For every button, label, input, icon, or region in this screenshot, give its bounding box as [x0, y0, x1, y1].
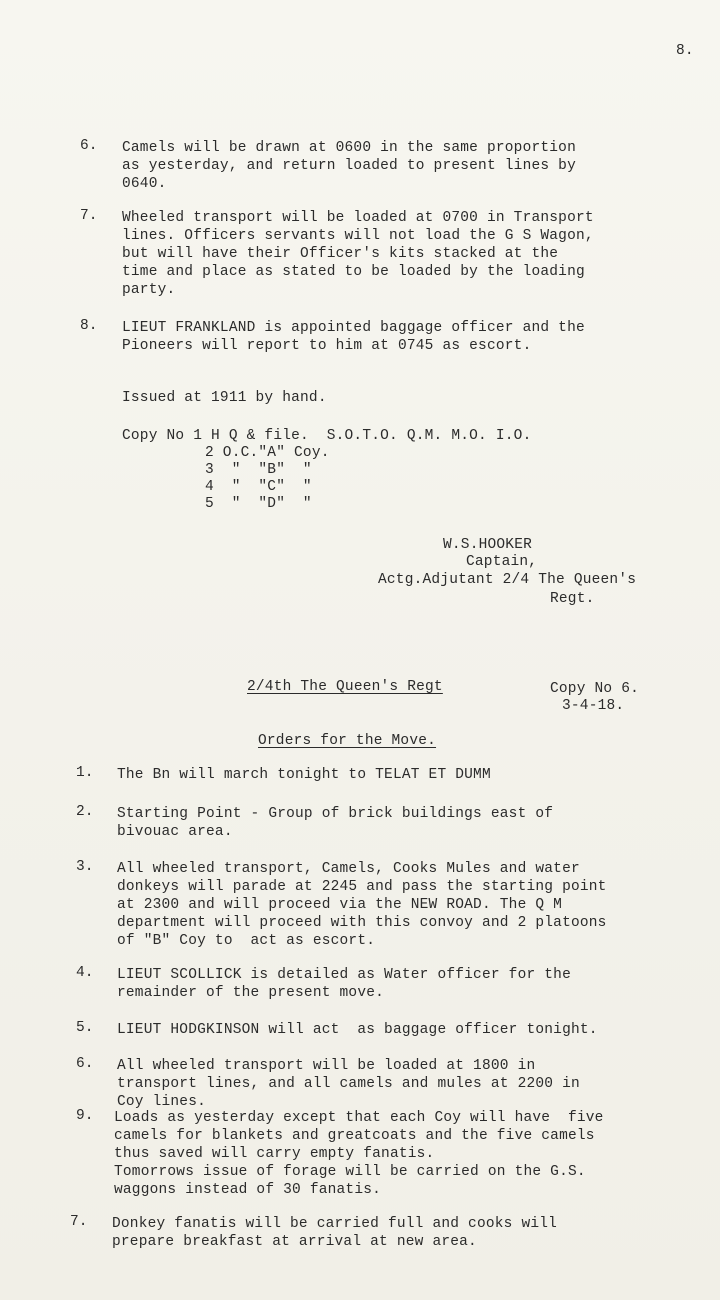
order-line: All wheeled transport will be loaded at 1800 in	[117, 1058, 536, 1074]
order-text	[122, 209, 594, 299]
order-line: time and place as stated to be loaded by the loading	[122, 264, 585, 280]
order-line: transport lines, and all camels and mules at 2200 in	[117, 1076, 580, 1092]
order-text	[117, 766, 491, 784]
order-number: 6.	[76, 1056, 94, 1072]
order-line: Pioneers will report to him at 0745 as escort.	[122, 338, 532, 354]
order-line: LIEUT SCOLLICK is detailed as Water officer for the	[117, 967, 571, 983]
order-number: 3.	[76, 859, 94, 875]
order-line: but will have their Officer's kits stacked at the	[122, 246, 559, 262]
order-number: 9.	[76, 1108, 94, 1124]
order-number: 6.	[80, 138, 98, 154]
order-line: Coy lines.	[117, 1094, 207, 1110]
copy-line: 5 " "D" "	[205, 496, 312, 512]
order-text	[117, 1021, 598, 1039]
order-line: prepare breakfast at arrival at new area.	[112, 1234, 477, 1250]
order-number: 8.	[80, 318, 98, 334]
order-date: 3-4-18.	[562, 698, 625, 714]
issued-line: Issued at 1911 by hand.	[122, 390, 327, 406]
order-text	[117, 805, 553, 841]
order-text	[112, 1215, 557, 1251]
signature-title: Actg.Adjutant 2/4 The Queen's	[378, 572, 637, 588]
order-line: LIEUT HODGKINSON will act as baggage officer tonight.	[117, 1022, 598, 1038]
order-text	[114, 1109, 604, 1199]
order-line: Camels will be drawn at 0600 in the same proportion	[122, 140, 576, 156]
orders-heading: Orders for the Move.	[258, 733, 437, 749]
order-line: Loads as yesterday except that each Coy will have five	[114, 1110, 604, 1126]
copy-line: 2 O.C."A" Coy.	[205, 445, 330, 461]
order-text	[122, 319, 585, 355]
order-line: thus saved will carry empty fanatis.	[114, 1146, 435, 1162]
order-line: waggons instead of 30 fanatis.	[114, 1182, 382, 1198]
copy-line: 3 " "B" "	[205, 462, 312, 478]
signature-title-cont: Regt.	[550, 591, 595, 607]
order-number: 5.	[76, 1020, 94, 1036]
order-line: remainder of the present move.	[117, 985, 385, 1001]
order-line: LIEUT FRANKLAND is appointed baggage officer and the	[122, 320, 585, 336]
order-line: Donkey fanatis will be carried full and cooks will	[112, 1216, 558, 1232]
order-line: department will proceed with this convoy and 2 platoons	[117, 915, 607, 931]
signature-name: W.S.HOOKER	[443, 537, 533, 553]
order-line: The Bn will march tonight to TELAT ET DUMM	[117, 767, 491, 783]
page-number: 8.	[676, 43, 694, 59]
copy-number: Copy No 6.	[550, 681, 640, 697]
order-line: as yesterday, and return loaded to present lines by	[122, 158, 576, 174]
order-line: 0640.	[122, 176, 167, 192]
order-number: 4.	[76, 965, 94, 981]
order-line: lines. Officers servants will not load the G S Wagon,	[122, 228, 594, 244]
order-text	[117, 860, 607, 950]
copy-line: 4 " "C" "	[205, 479, 312, 495]
copy-line: Copy No 1 H Q & file. S.O.T.O. Q.M. M.O. I.O.	[122, 428, 532, 444]
order-line: Wheeled transport will be loaded at 0700 in Transport	[122, 210, 594, 226]
order-line: party.	[122, 282, 176, 298]
signature-rank: Captain,	[466, 554, 538, 570]
order-text	[122, 139, 576, 193]
order-text	[117, 966, 571, 1002]
order-line: bivouac area.	[117, 824, 233, 840]
order-number: 7.	[70, 1214, 88, 1230]
unit-heading: 2/4th The Queen's Regt	[247, 679, 443, 695]
order-line: donkeys will parade at 2245 and pass the starting point	[117, 879, 607, 895]
order-line: Starting Point - Group of brick buildings east of	[117, 806, 554, 822]
order-number: 1.	[76, 765, 94, 781]
order-line: camels for blankets and greatcoats and the five camels	[114, 1128, 595, 1144]
order-line: of "B" Coy to act as escort.	[117, 933, 376, 949]
order-line: Tomorrows issue of forage will be carried on the G.S.	[114, 1164, 586, 1180]
order-line: All wheeled transport, Camels, Cooks Mules and water	[117, 861, 580, 877]
order-number: 7.	[80, 208, 98, 224]
order-number: 2.	[76, 804, 94, 820]
order-line: at 2300 and will proceed via the NEW ROAD. The Q M	[117, 897, 563, 913]
order-text	[117, 1057, 580, 1111]
